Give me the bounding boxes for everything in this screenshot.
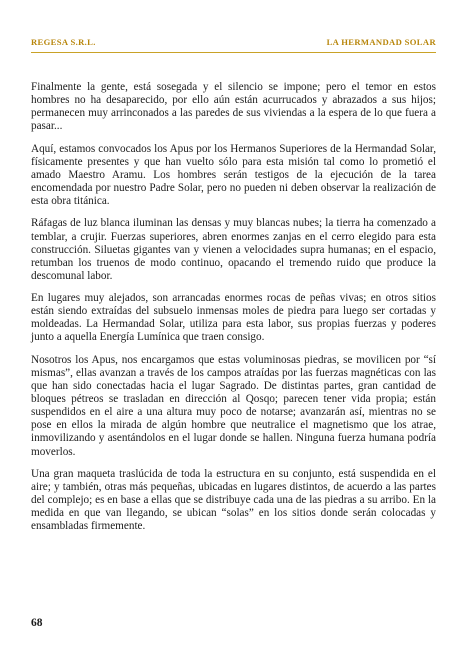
header-publisher: REGESA S.R.L.	[31, 37, 96, 47]
header-book-title: LA HERMANDAD SOLAR	[326, 37, 436, 47]
page-number: 68	[31, 617, 43, 629]
paragraph-5: Nosotros los Apus, nos encargamos que estas voluminosas piedras, se movilicen por “sí mismas”, ellas avanzan a través de los campos atraídas por las fuerzas magnéticas con las que han sido conectadas hacia el lugar Sagrado. De distintas partes, gran cantidad de bloques pétreos se trasladan en dirección al Qosqo; parecen tener vida propia; están suspendidos en el aire a una altura muy poco de notarse; avanzarán así, mientras no se pose en ellos la mirada de algún hombre que neutralice el magnetismo que los atrae, inmovilizando y asentándolos en el lugar donde se hallen. Ninguna fuerza humana podría moverlos.	[31, 353, 436, 458]
paragraph-2: Aquí, estamos convocados los Apus por los Hermanos Superiores de la Hermandad Solar, físicamente presentes y que han vuelto sólo para esta misión tal como lo prometió el amado Maestro Aramu. Los hombres serán testigos de la ejecución de la tarea encomendada por nuestro Padre Solar, pero no pueden ni deben observar la realización de esta obra titánica.	[31, 142, 436, 208]
header-divider	[31, 52, 436, 53]
paragraph-4: En lugares muy alejados, son arrancadas enormes rocas de peñas vivas; en otros sitios están siendo extraídas del subsuelo inmensas moles de piedra para luego ser cortadas y moldeadas. La Hermandad Solar, utiliza para esta labor, sus propias fuerzas y poderes junto a aquella Energía Lumínica que traen consigo.	[31, 292, 436, 344]
running-header	[31, 37, 436, 47]
page-body	[31, 81, 436, 543]
paragraph-3: Ráfagas de luz blanca iluminan las densas y muy blancas nubes; la tierra ha comenzado a temblar, a crujir. Fuerzas superiores, abren enormes zanjas en el cerro elegido para esta construcción. Siluetas gigantes van y vienen a velocidades supra humanas; en el espacio, retumban los truenos de modo continuo, opacando el tremendo ruido que produce la descomunal labor.	[31, 217, 436, 282]
paragraph-1: Finalmente la gente, está sosegada y el silencio se impone; pero el temor en estos hombres no ha desaparecido, por ello aún están acurrucados y abrazados a sus hijos; permanecen muy arrinconados a las paredes de sus viviendas a la espera de lo que fuera a pasar...	[31, 81, 436, 133]
paragraph-6: Una gran maqueta traslúcida de toda la estructura en su conjunto, está suspendida en el aire; y también, otras más pequeñas, ubicadas en lugares distintos, de acuerdo a las partes del complejo; es en base a ellas que se distribuye cada una de las piedras a su arribo. En la medida en que van llegando, se ubican “solas” en los sitios donde serán colocadas y ensambladas firmemente.	[31, 467, 436, 533]
